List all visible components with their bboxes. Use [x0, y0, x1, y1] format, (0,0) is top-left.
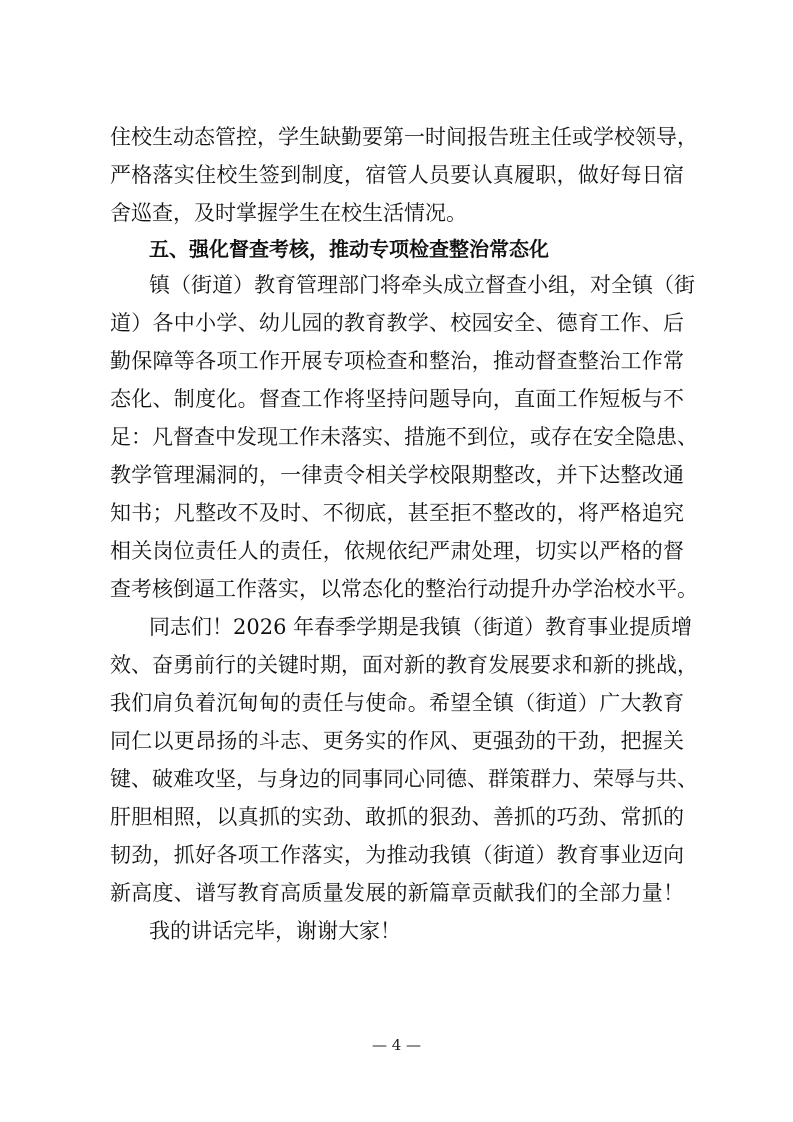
paragraph-line: 同志们！2026 年春季学期是我镇（街道）教育事业提质增: [149, 615, 693, 639]
paragraph-line: 我的讲话完毕，谢谢大家！: [149, 919, 401, 943]
section-heading: 五、强化督查考核，推动专项检查整治常态化: [149, 237, 549, 261]
paragraph-line: 态化、制度化。督查工作将坚持问题导向，直面工作短板与不: [110, 387, 684, 411]
paragraph-line: 我们肩负着沉甸甸的责任与使命。希望全镇（街道）广大教育: [110, 691, 684, 715]
paragraph-line: 查考核倒逼工作落实，以常态化的整治行动提升办学治校水平。: [110, 577, 698, 601]
paragraph-line: 足：凡督查中发现工作未落实、措施不到位，或存在安全隐患、: [110, 425, 698, 449]
paragraph-line: 住校生动态管控，学生缺勤要第一时间报告班主任或学校领导，: [110, 125, 698, 149]
paragraph-line: 肝胆相照，以真抓的实劲、敢抓的狠劲、善抓的巧劲、常抓的: [110, 805, 684, 829]
paragraph-line: 效、奋勇前行的关键时期，面对新的教育发展要求和新的挑战，: [110, 653, 698, 677]
paragraph-line: 相关岗位责任人的责任，依规依纪严肃处理，切实以严格的督: [110, 539, 684, 563]
paragraph-line: 教学管理漏洞的，一律责令相关学校限期整改，并下达整改通: [110, 463, 684, 487]
paragraph-line: 勤保障等各项工作开展专项检查和整治，推动督查整治工作常: [110, 349, 684, 373]
paragraph-line: 知书；凡整改不及时、不彻底，甚至拒不整改的，将严格追究: [110, 501, 684, 525]
paragraph-line: 键、破难攻坚，与身边的同事同心同德、群策群力、荣辱与共、: [110, 767, 698, 791]
paragraph-line: 新高度、谱写教育高质量发展的新篇章贡献我们的全部力量！: [110, 881, 684, 905]
paragraph-line: 道）各中小学、幼儿园的教育教学、校园安全、德育工作、后: [110, 311, 684, 335]
paragraph-line: 同仁以更昂扬的斗志、更务实的作风、更强劲的干劲，把握关: [110, 729, 684, 753]
paragraph-line: 韧劲，抓好各项工作落实，为推动我镇（街道）教育事业迈向: [110, 843, 684, 867]
page-number: — 4 —: [371, 1036, 422, 1054]
paragraph-line: 镇（街道）教育管理部门将牵头成立督查小组，对全镇（街: [149, 273, 695, 297]
paragraph-line: 严格落实住校生签到制度，宿管人员要认真履职，做好每日宿: [110, 163, 684, 187]
paragraph-line: 舍巡查，及时掌握学生在校生活情况。: [110, 201, 467, 225]
